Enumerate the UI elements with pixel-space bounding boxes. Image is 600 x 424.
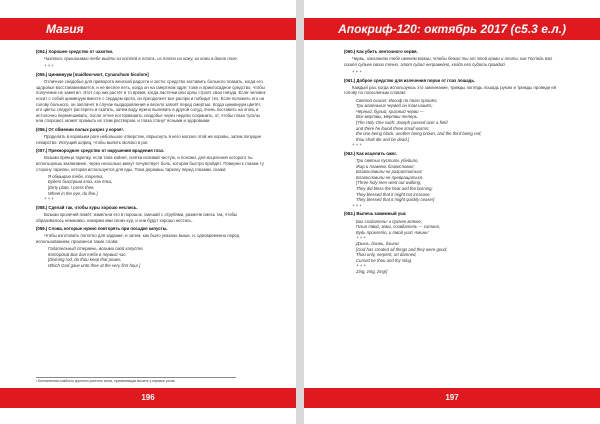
left-page-number: 196 (141, 393, 155, 402)
verse-line: They blessed that it might not increase; (356, 191, 431, 197)
verse-line: Плыл твой, земи, созвдатель — сатано, (356, 224, 441, 230)
section-separator: + + + (44, 196, 54, 202)
verse-line: Гадательный стервень, возыми свой капусте, (48, 246, 144, 252)
verse-line: Wheel in the eye, do flee.] (48, 190, 98, 196)
verse-line: and there he found three small worms; (356, 125, 430, 131)
verse-line: Все мертвы, мертвы теперь. (356, 114, 419, 120)
body-paragraph: Каждый раз, когда используешь это заклинание, трижды поглядь лошадь рукою и трижды проведи ей голову по лосколиным словам: (344, 84, 557, 96)
section-heading: (055.) Цинквнуум [maidlow-wort, Cynanchum bicolore] (36, 71, 149, 77)
section-heading: (063.) Выпечь зажимный ушс (344, 211, 407, 217)
verse-line: Благословили не разрастаться; (356, 169, 423, 175)
right-page-body (344, 46, 566, 275)
right-page (304, 0, 600, 424)
verse-line: the one being black, another being brown, and the third being red; (356, 131, 482, 137)
section-heading: (061.) Доброе средство для излечения порчи от глаз лошадь. (344, 77, 476, 83)
verse-line: [Divining rod, do thou keep that power, (48, 257, 122, 263)
verse-line: Дзынь, дзынь, дзынь! (356, 240, 400, 246)
left-header (0, 18, 296, 40)
verse-line: Чёрный, бурый, красный черви — (356, 108, 424, 114)
verse-line: Жар и пламень благословил; (356, 163, 415, 169)
verse-line: Zing, zing, zing!] (356, 268, 388, 274)
right-header-title: Апокриф-120: октябрь 2017 (с5.3 е.л.) (338, 22, 566, 36)
right-header (304, 18, 600, 40)
section-heading: (057.) Прекнородное средство от нарушения врадения глаз. (36, 148, 165, 154)
verse-line: + + + (356, 263, 366, 269)
verse-line: [Three holy men went out walking, (356, 180, 422, 186)
section-heading: (059.) Слова, которые нужно повторять при посадке капусты. (36, 226, 168, 232)
section-heading: (062.) Как исцелить ожог. (344, 150, 397, 156)
verse-line: They did bless the heat and the burning; (356, 186, 433, 192)
right-page-number: 197 (445, 393, 459, 402)
verse-line: Котордый Бог дал тебе в первый час. (48, 251, 127, 257)
verse-line: [The Holy One saith: Joseph passed over a field (356, 119, 448, 125)
body-paragraph: Возьми кроличий помёт, измельчи его в порошок, смешай с отрубями, размочи смесь так, чтобы образовалось немножко, накорми ими своих кур, и они будут хорошо нестись. (36, 212, 238, 223)
body-paragraph: Возьми прянцо тарелку, если тана койнет, снятка испивай чистую, и положи, для исцеления которого ты используешь заклинание, через несколько минут почувствует боль, которая быстро пройдёт. Поверни к глазам ту сторону тарелки, которая используется для еды. Пока держишь тарелку перед глазами, скажи: (36, 155, 264, 172)
verse-line: Три маленьких червей он там нашёл; (356, 103, 433, 109)
verse-line: Cursed be thou and thy sting. (356, 257, 413, 263)
incantation-paragraph: Чахотка, приказываю тебе выйти из костей в плоть, из плоти на кожу, из кожи в дикое поле. (44, 56, 238, 62)
section-separator: + + + (352, 142, 362, 148)
section-heading: (060.) Как убить ленточного червя. (344, 49, 418, 54)
verse-line: Святой сказал: Иосиф по полю прошёл, (356, 97, 438, 103)
body-paragraph: Отличное снадобье для приворота женской радости и зости: средство заставить больного плакать, когда его здоровье восстанавливается, и не веселе петь, когда он на смертном одре; тоже и приклосадное средство, чтобы получение не заметил. Этот сор ник растёт в то время, когда ластечки или орлы строят свои гнёзда. Если человек носит с собой цинквнуум вместе с сердцем крота, он преодолеет все распри и победит тех. Если положить его на голову больного, он заплачет в случае выздоровления и весело запоёт перед смертью. Когда цинквнуум цветёт, его цветы следует растереть и скатать, затем воду нужно вылевать в другой сосуд, очень поставить на огонь и истолочно перемешивать; после отчее нотгорвашить снадобье через недели сохранить, от, чтобы глаза тусклы или спорсают, может промыть их этим раствором, и глаза станут ясными и здоровыми. (36, 79, 266, 124)
verse-line: [Dirty plate, I press thee, (48, 185, 95, 191)
left-page (0, 0, 296, 424)
left-header-title: Магия (46, 22, 84, 36)
left-page-body (36, 46, 266, 269)
incantation-paragraph: Червь, закланною тебе именем Божии, чтобы бежал ты от этой крови и плоти, как Господь Бог сошёл судьев своих точно, этот судил неправедно, когда его судить правдой. (344, 56, 553, 67)
verse-line: Благословили не превращаться. (356, 174, 424, 180)
verse-line: Which God gave unto thee at the very first hour.] (48, 262, 141, 268)
section-separator: + + + (44, 63, 54, 69)
verse-line: [God has created all things and they were good; (356, 246, 448, 252)
verse-line: Будет быстрым глаз, как ёлка, (48, 179, 113, 185)
verse-line: Три святых пустить убедило, (356, 158, 419, 164)
section-heading: (056.) От обмении полых разрез у короя¹. (36, 126, 125, 132)
verse-line: Будь проклято, и твой ушс! Аминь! (356, 229, 429, 235)
section-separator: + + + (352, 68, 362, 74)
body-paragraph: Проделать в коровьем роге небольшое отверстие, впрыснуть в него молоко этой же коровы, затем попущие лекарство. Испущий шприц, чтобы выпить молоко в рог. (36, 134, 262, 145)
section-heading: (054.) Хорошее средство от чахотки. (36, 49, 114, 54)
section-separator: + + + (352, 202, 362, 208)
verse-line: Бог создатель! и прочее всякое, (356, 218, 422, 224)
page-gutter (296, 0, 304, 424)
verse-line: Thou only, serpent, art damned, (356, 252, 417, 258)
verse-line: thou shalt die and be dead.] (356, 136, 410, 142)
body-paragraph: Чтобы изготовить полотно для задание, и затем, как было указано выше, и, одновременно перед использованием, произнеси такие слова: (36, 233, 240, 244)
left-footnote: ¹ Болезненная слабость крупного рогатого скота, причиняющая мычать у коровье рогов. (36, 377, 236, 383)
section-heading: (058.) Сделай так, чтобы куры хорошо неслись. (36, 204, 138, 210)
verse-line: + + + (356, 235, 366, 241)
verse-line: Я обмываю тебя, тарелка, (48, 173, 104, 179)
verse-line: They blessed that it might quickly cease!] (356, 197, 435, 203)
